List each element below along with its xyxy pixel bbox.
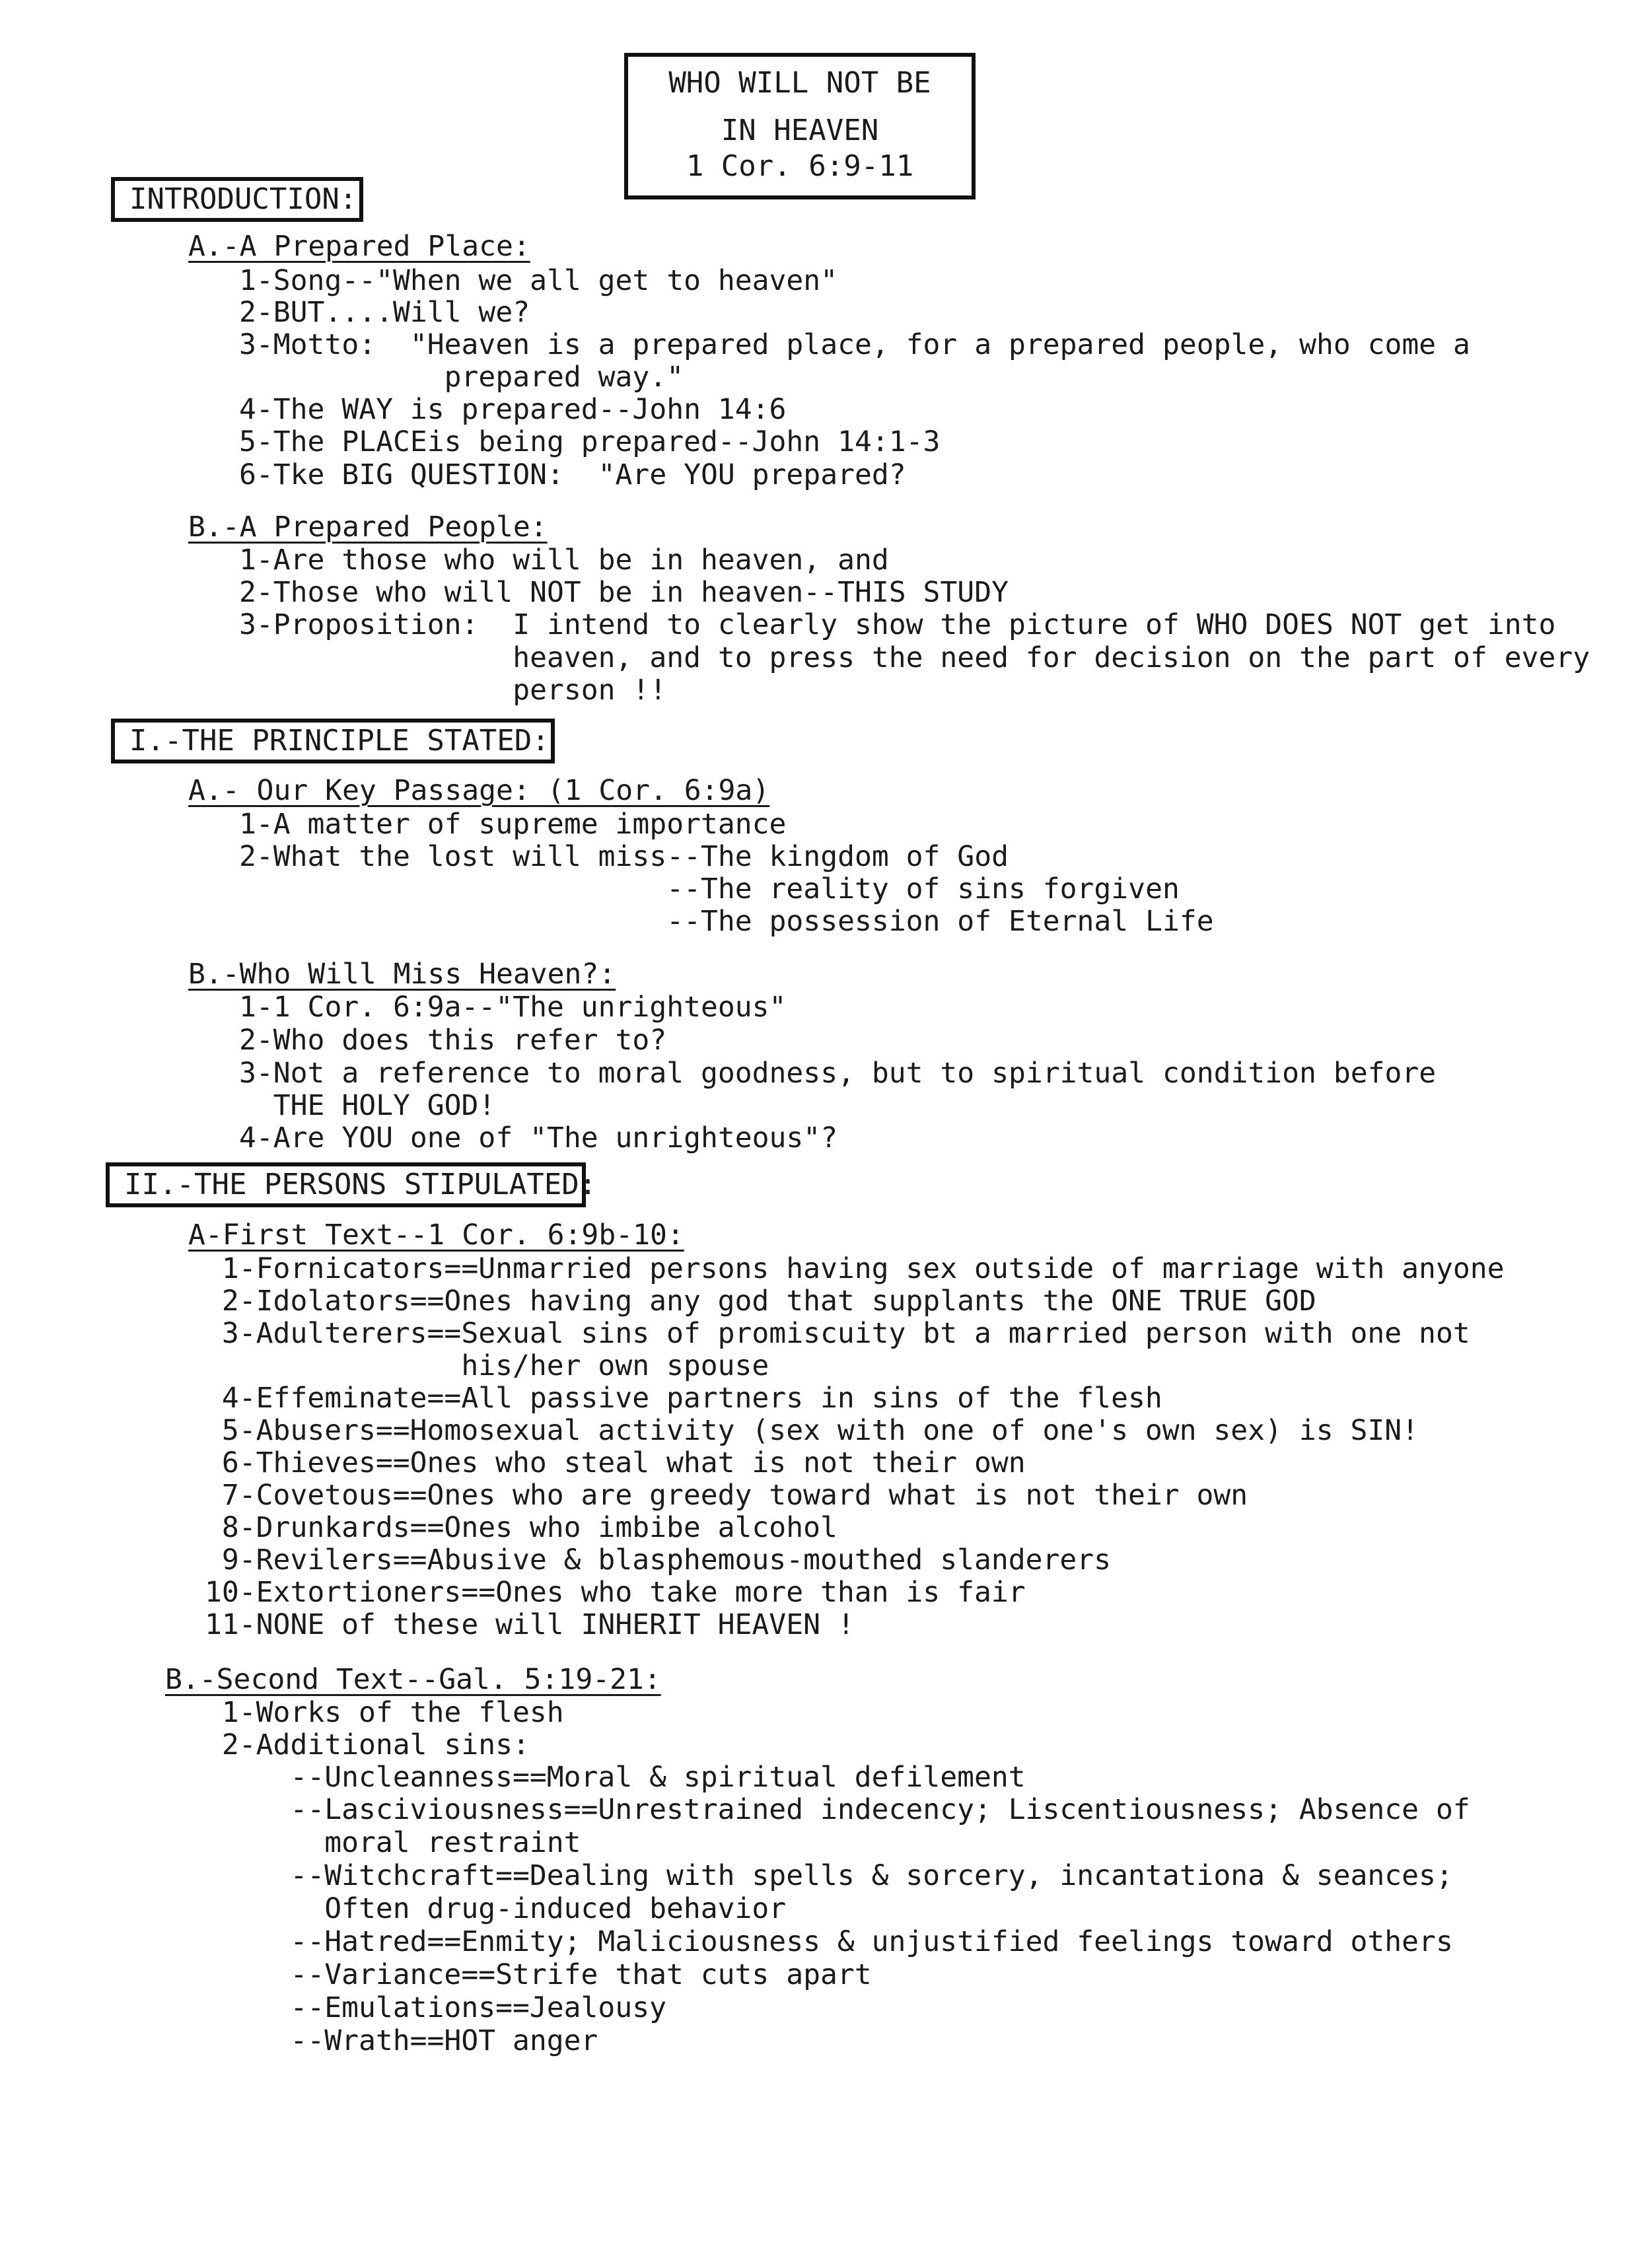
intro-a-item-5: 5-The PLACEis being prepared--John 14:1-3: [239, 425, 941, 458]
intro-b-item-2: 2-Those who will NOT be in heaven--THIS STUDY: [239, 576, 1009, 609]
section-2-a-item-9: 9-Revilers==Abusive & blasphemous-mouthed slanderers: [205, 1543, 1112, 1577]
title-line-3: 1 Cor. 6:9-11: [686, 149, 914, 183]
section-1-a-heading: A.- Our Key Passage: (1 Cor. 6:9a): [188, 774, 770, 807]
section-1-b-item-3: 3-Not a reference to moral goodness, but to spiritual condition before: [239, 1057, 1437, 1090]
section-1-b-item-3-cont: THE HOLY GOD!: [239, 1089, 496, 1122]
section-2-a-item-2: 2-Idolators==Ones having any god that supplants the ONE TRUE GOD: [205, 1285, 1316, 1318]
section-1-a-item-2: 2-What the lost will miss--The kingdom of God: [239, 840, 1009, 873]
section-2-heading-box: [106, 1162, 597, 1207]
section-2-a-item-3: 3-Adulterers==Sexual sins of promiscuity bt a married person with one not: [205, 1317, 1470, 1350]
introduction-heading-box: [111, 177, 363, 222]
section-1-b-item-2: 2-Who does this refer to?: [239, 1024, 667, 1057]
intro-b-item-1: 1-Are those who will be in heaven, and: [239, 544, 889, 577]
section-1-a-item-2-c: --The possession of Eternal Life: [239, 905, 1214, 938]
section-2-b-item-9: --Wrath==HOT anger: [205, 2024, 598, 2057]
section-2-a-item-4: 4-Effeminate==All passive partners in sins of the flesh: [205, 1382, 1162, 1415]
section-2-a-item-3-cont: his/her own spouse: [205, 1349, 769, 1382]
section-2-a-heading: A-First Text--1 Cor. 6:9b-10:: [188, 1219, 684, 1252]
section-2-a-item-7: 7-Covetous==Ones who are greedy toward what is not their own: [205, 1479, 1248, 1512]
title-line-1: WHO WILL NOT BE: [668, 66, 931, 100]
section-2-a-item-8: 8-Drunkards==Ones who imbibe alcohol: [205, 1511, 837, 1544]
section-2-a-item-1: 1-Fornicators==Unmarried persons having sex outside of marriage with anyone: [205, 1252, 1505, 1285]
section-2-b-item-1: 1-Works of the flesh: [205, 1696, 564, 1729]
section-2-b-item-7: --Variance==Strife that cuts apart: [205, 1958, 872, 1991]
intro-a-item-2: 2-BUT....Will we?: [239, 296, 530, 329]
section-2-b-item-6: --Hatred==Enmity; Maliciousness & unjustified feelings toward others: [205, 1925, 1453, 1958]
section-1-a-item-1: 1-A matter of supreme importance: [239, 808, 787, 841]
section-2-b-item-8: --Emulations==Jealousy: [205, 1991, 666, 2024]
intro-a-item-3: 3-Motto: "Heaven is a prepared place, for a prepared people, who come a: [239, 328, 1470, 361]
section-2-b-item-5: --Witchcraft==Dealing with spells & sorcery, incantationa & seances;: [205, 1859, 1453, 1892]
intro-a-heading: A.-A Prepared Place:: [188, 230, 530, 263]
title-box: [624, 53, 976, 199]
title-line-2: IN HEAVEN: [721, 114, 879, 147]
intro-b-item-3-cont: heaven, and to press the need for decision on the part of every: [239, 641, 1590, 674]
section-2-b-item-4-cont: moral restraint: [205, 1826, 581, 1859]
intro-b-heading: B.-A Prepared People:: [188, 511, 548, 544]
section-2-heading: II.-THE PERSONS STIPULATED:: [124, 1168, 597, 1201]
section-2-a-item-10: 10-Extortioners==Ones who take more than is fair: [205, 1576, 1026, 1609]
section-1-heading-box: [111, 719, 555, 763]
section-2-b-item-3: --Uncleanness==Moral & spiritual defilement: [205, 1761, 1026, 1794]
section-1-b-heading: B.-Who Will Miss Heaven?:: [188, 958, 616, 991]
section-2-b-item-4: --Lasciviousness==Unrestrained indecency; Liscentiousness; Absence of: [205, 1793, 1470, 1826]
section-1-heading: I.-THE PRINCIPLE STATED:: [129, 724, 550, 758]
intro-a-item-3-cont: prepared way.": [239, 361, 684, 394]
intro-a-item-4: 4-The WAY is prepared--John 14:6: [239, 393, 787, 426]
intro-b-item-3-cont2: person !!: [239, 674, 667, 707]
introduction-heading: INTRODUCTION:: [129, 182, 357, 216]
intro-b-item-3: 3-Proposition: I intend to clearly show the picture of WHO DOES NOT get into: [239, 608, 1556, 641]
section-1-b-item-4: 4-Are YOU one of "The unrighteous"?: [239, 1121, 838, 1154]
section-2-a-item-5: 5-Abusers==Homosexual activity (sex with one of one's own sex) is SIN!: [205, 1414, 1419, 1447]
section-2-b-item-5-cont: Often drug-induced behavior: [205, 1892, 787, 1925]
intro-a-item-1: 1-Song--"When we all get to heaven": [239, 264, 838, 297]
intro-a-item-6: 6-Tke BIG QUESTION: "Are YOU prepared?: [239, 458, 906, 491]
section-2-a-item-6: 6-Thieves==Ones who steal what is not their own: [205, 1446, 1026, 1479]
section-2-b-item-2: 2-Additional sins:: [205, 1728, 530, 1761]
section-1-a-item-2-b: --The reality of sins forgiven: [239, 872, 1180, 905]
section-2-a-item-11: 11-NONE of these will INHERIT HEAVEN !: [205, 1608, 855, 1641]
section-2-b-heading: B.-Second Text--Gal. 5:19-21:: [165, 1663, 661, 1696]
section-1-b-item-1: 1-1 Cor. 6:9a--"The unrighteous": [239, 991, 787, 1024]
